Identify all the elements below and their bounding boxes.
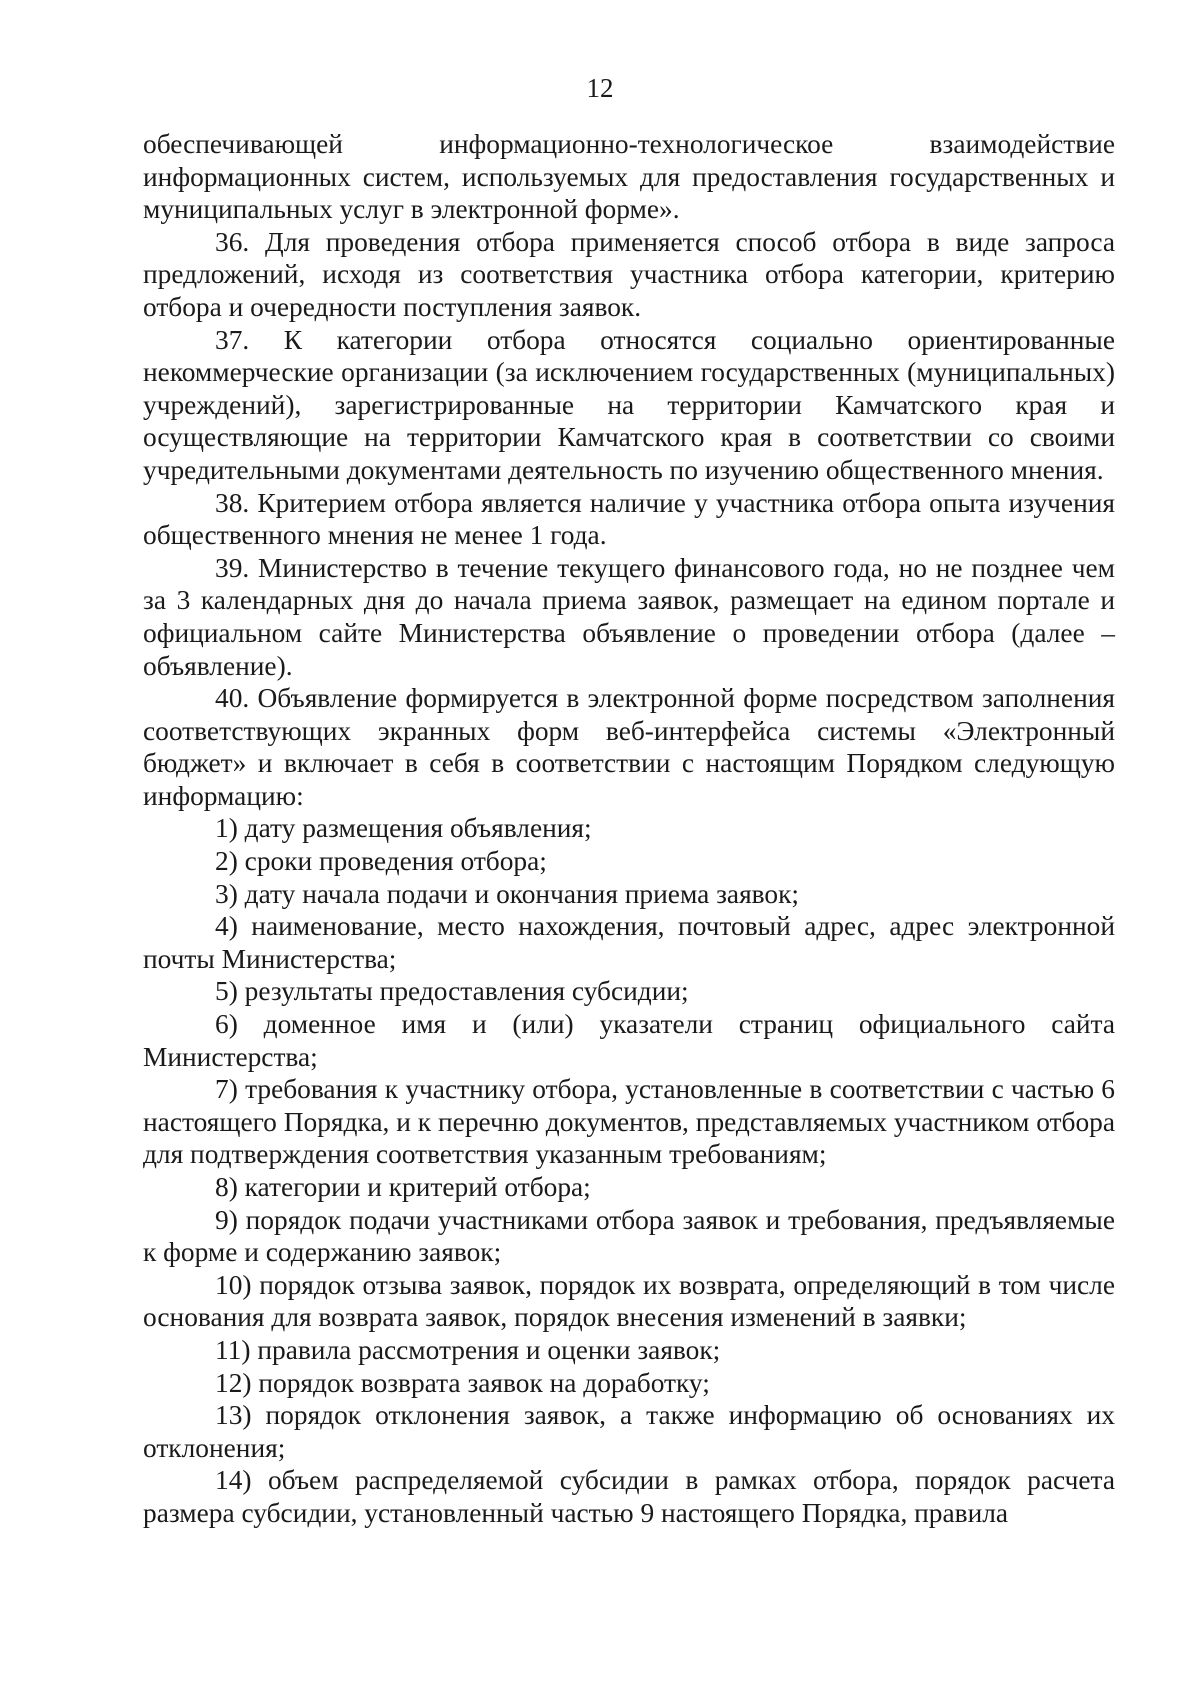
paragraph-38: 38. Критерием отбора является наличие у участника отбора опыта изучения общественного мнения не менее 1 года. xyxy=(143,487,1115,551)
list-item-7: 7) требования к участнику отбора, установленные в соответствии с частью 6 настоящего Порядка, и к перечню документов, представляемых участником отбора для подтверждения соответствия указанным требованиям; xyxy=(143,1074,1115,1170)
paragraph-37: 37. К категории отбора относятся социально ориентированные некоммерческие организации (за исключением государственных (муниципальных) учреждений), зарегистрированные на территории Камчатского края и осуществляющие на территории Камчатского края в соответствии со своими учредительными документами деятельность по изучению общественного мнения. xyxy=(143,324,1115,485)
list-item-11: 11) правила рассмотрения и оценки заявок; xyxy=(215,1334,721,1365)
list-item-13: 13) порядок отклонения заявок, а также информацию об основаниях их отклонения; xyxy=(143,1400,1115,1463)
list-item-6: 6) доменное имя и (или) указатели страниц официального сайта Министерства; xyxy=(143,1009,1115,1072)
document-body xyxy=(143,128,1115,1530)
list-item-8: 8) категории и критерий отбора; xyxy=(215,1172,591,1202)
paragraph-36: 36. Для проведения отбора применяется способ отбора в виде запроса предложений, исходя из соответствия участника отбора категории, критерию отбора и очередности поступления заявок. xyxy=(143,226,1115,322)
paragraph-39: 39. Министерство в течение текущего финансового года, но не позднее чем за 3 календарных дня до начала приема заявок, размещает на едином портале и официальном сайте Министерства объявление о проведении отбора (далее – объявление). xyxy=(143,552,1115,681)
page-number: 12 xyxy=(586,73,614,103)
paragraph-40: 40. Объявление формируется в электронной форме посредством заполнения соответствующих экранных форм веб-интерфейса системы «Электронный бюджет» и включает в себя в соответствии с настоящим Порядком следующую информацию: xyxy=(143,683,1115,811)
list-item-1: 1) дату размещения объявления; xyxy=(215,813,592,844)
list-item-14: 14) объем распределяемой субсидии в рамках отбора, порядок расчета размера субсидии, установленный частью 9 настоящего Порядка, правила xyxy=(143,1465,1115,1528)
list-item-12: 12) порядок возврата заявок на доработку; xyxy=(215,1367,710,1398)
list-item-9: 9) порядок подачи участниками отбора заявок и требования, предъявляемые к форме и содержанию заявок; xyxy=(143,1204,1115,1268)
paragraph-continuation: обеспечивающей информационно-технологическое взаимодействие информационных систем, используемых для предоставления государственных и муниципальных услуг в электронной форме». xyxy=(143,129,1115,225)
list-item-5: 5) результаты предоставления субсидии; xyxy=(215,976,689,1007)
list-item-4: 4) наименование, место нахождения, почтовый адрес, адрес электронной почты Министерства; xyxy=(143,911,1115,974)
list-item-2: 2) сроки проведения отбора; xyxy=(215,846,547,877)
list-item-3: 3) дату начала подачи и окончания приема заявок; xyxy=(215,878,800,909)
list-item-10: 10) порядок отзыва заявок, порядок их возврата, определяющий в том числе основания для возврата заявок, порядок внесения изменений в заявки; xyxy=(143,1269,1115,1333)
